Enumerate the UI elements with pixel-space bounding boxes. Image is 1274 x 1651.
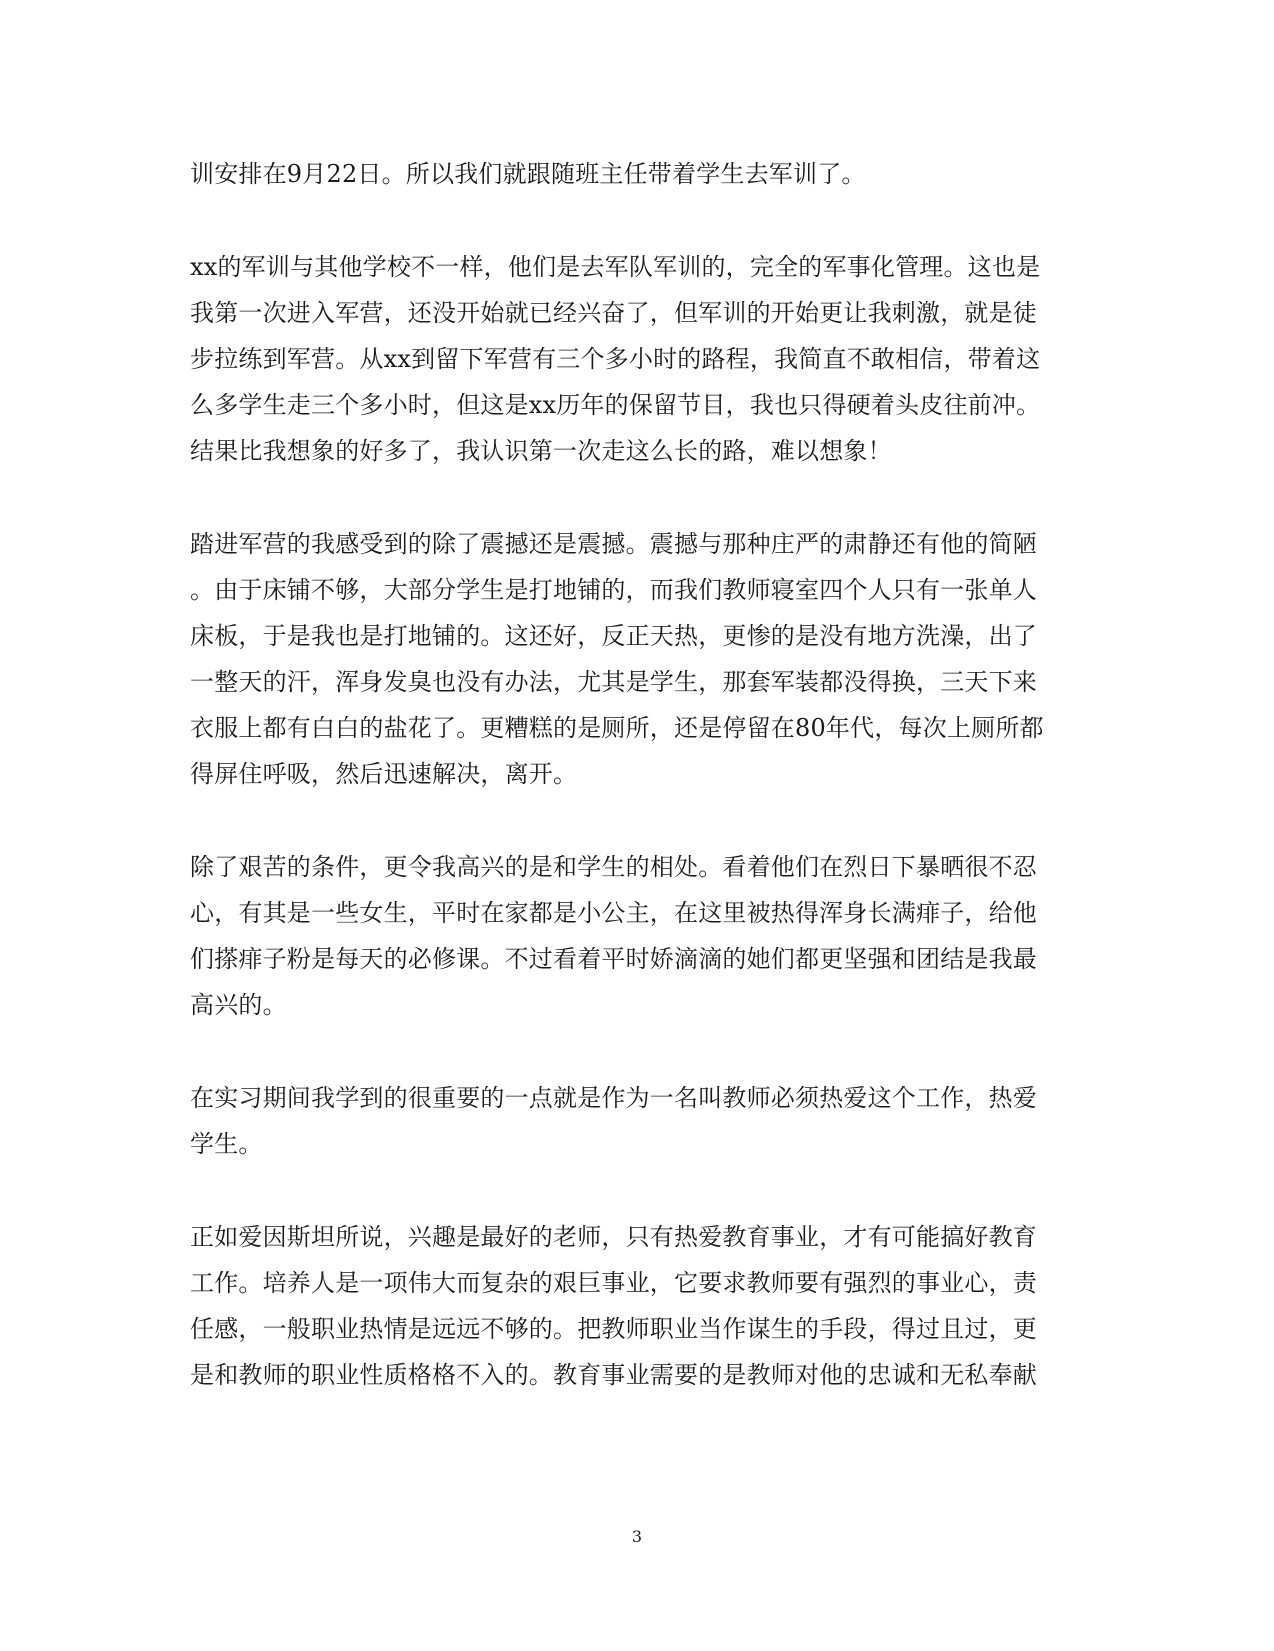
- paragraph-4-line-1: 除了艰苦的条件，更令我高兴的是和学生的相处。看着他们在烈日下暴晒很不忍: [190, 853, 1037, 881]
- paragraph-2-line-1: xx的军训与其他学校不一样，他们是去军队军训的，完全的军事化管理。这也是: [190, 253, 1041, 281]
- paragraph-6-line-3: 任感，一般职业热情是远远不够的。把教师职业当作谋生的手段，得过且过，更: [190, 1315, 1037, 1343]
- paragraph-4-line-4: 高兴的。: [190, 991, 287, 1019]
- paragraph-5-line-2: 学生。: [190, 1130, 263, 1158]
- paragraph-2-line-4: 么多学生走三个多小时，但这是xx历年的保留节目，我也只得硬着头皮往前冲。: [190, 391, 1041, 419]
- paragraph-5-line-1: 在实习期间我学到的很重要的一点就是作为一名叫教师必须热爱这个工作，热爱: [190, 1084, 1037, 1112]
- paragraph-2-line-2: 我第一次进入军营，还没开始就已经兴奋了，但军训的开始更让我刺激，就是徒: [190, 299, 1037, 327]
- paragraph-2-line-3: 步拉练到军营。从xx到留下军营有三个多小时的路程，我简直不敢相信，带着这: [190, 345, 1041, 373]
- paragraph-6-line-4: 是和教师的职业性质格格不入的。教育事业需要的是教师对他的忠诚和无私奉献: [190, 1361, 1037, 1389]
- paragraph-3-line-6: 得屏住呼吸，然后迅速解决，离开。: [190, 760, 578, 788]
- paragraph-3-line-3: 床板，于是我也是打地铺的。这还好，反正天热，更惨的是没有地方洗澡，出了: [190, 622, 1037, 650]
- page-number: 3: [631, 1527, 643, 1546]
- paragraph-2-line-5: 结果比我想象的好多了，我认识第一次走这么长的路，难以想象！: [190, 437, 892, 465]
- paragraph-4-line-3: 们搽痱子粉是每天的必修课。不过看着平时娇滴滴的她们都更坚强和团结是我最: [190, 945, 1037, 973]
- paragraph-6-line-2: 工作。培养人是一项伟大而复杂的艰巨事业，它要求教师要有强烈的事业心，责: [190, 1269, 1037, 1297]
- paragraph-3-line-1: 踏进军营的我感受到的除了震撼还是震撼。震撼与那种庄严的肃静还有他的简陋: [190, 530, 1037, 558]
- paragraph-6-line-1: 正如爱因斯坦所说，兴趣是最好的老师，只有热爱教育事业，才有可能搞好教育: [190, 1223, 1037, 1251]
- paragraph-3-line-2: 。由于床铺不够，大部分学生是打地铺的，而我们教师寝室四个人只有一张单人: [190, 576, 1037, 604]
- paragraph-3-line-5: 衣服上都有白白的盐花了。更糟糕的是厕所，还是停留在80年代，每次上厕所都: [190, 714, 1044, 742]
- paragraph-4-line-2: 心，有其是一些女生，平时在家都是小公主，在这里被热得浑身长满痱子，给他: [190, 899, 1037, 927]
- paragraph-1-line-1: 训安排在9月22日。所以我们就跟随班主任带着学生去军训了。: [190, 160, 866, 188]
- paragraph-3-line-4: 一整天的汗，浑身发臭也没有办法，尤其是学生，那套军装都没得换，三天下来: [190, 668, 1037, 696]
